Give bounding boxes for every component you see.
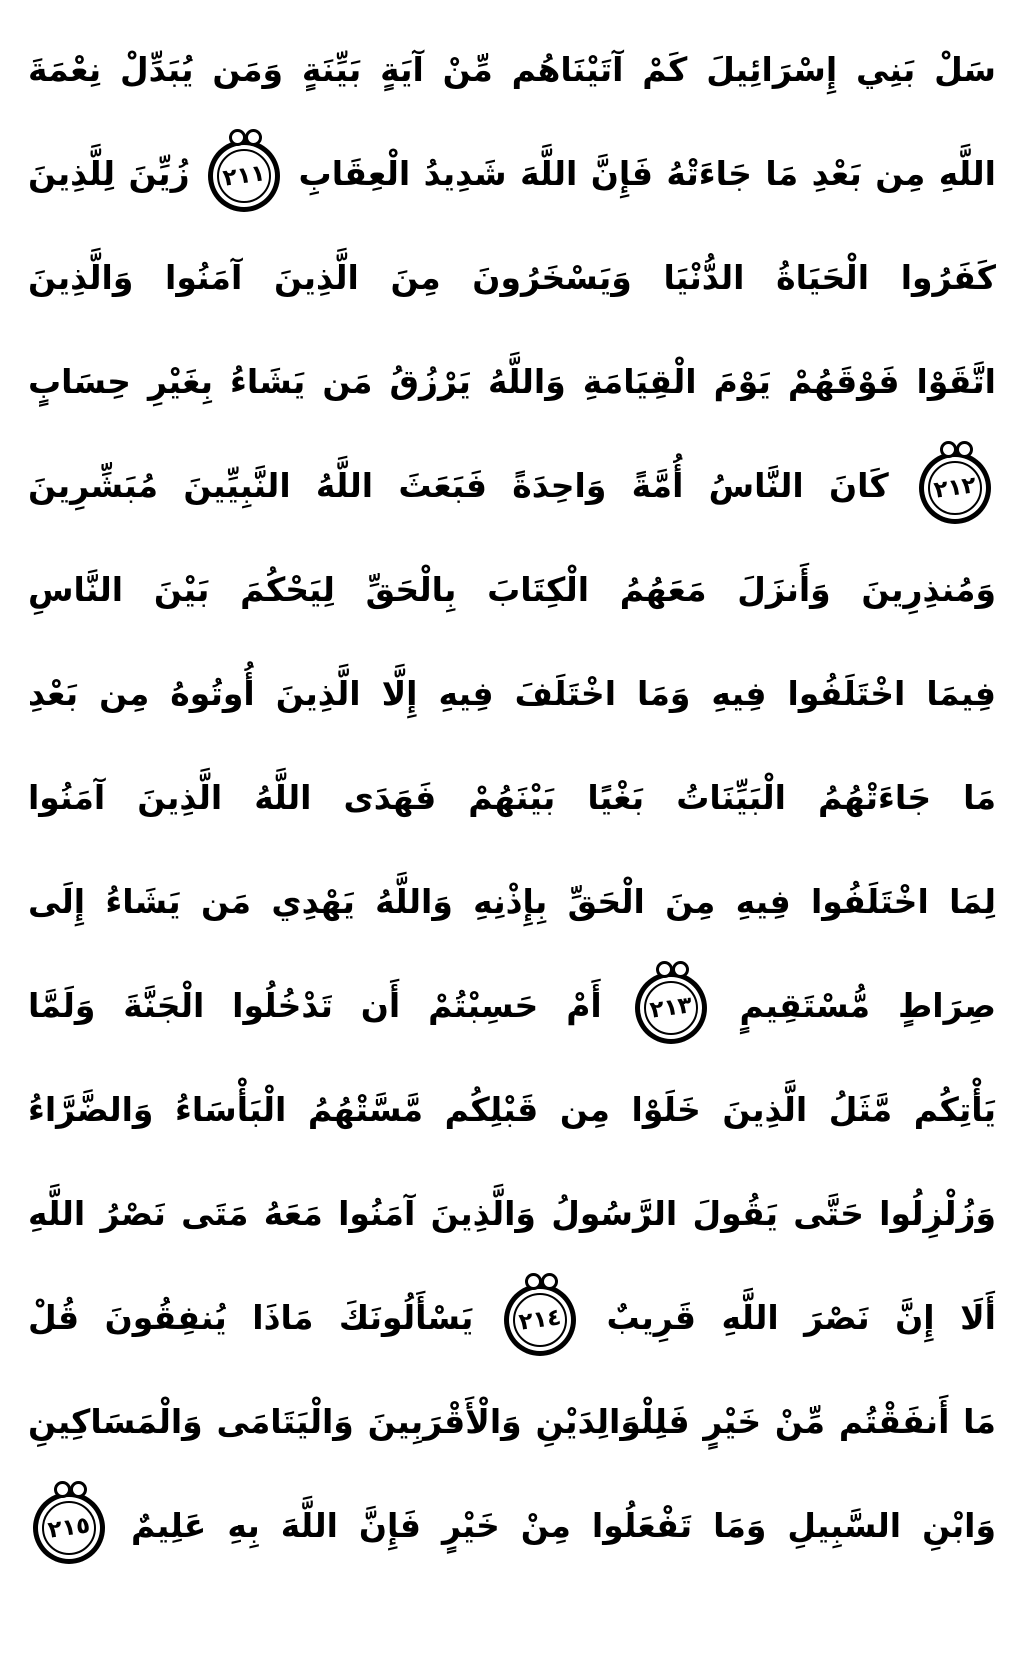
ayah-end-marker (513, 1293, 567, 1347)
ayah-text-segment: صِرَاطٍ مُّسْتَقِيمٍ (739, 986, 997, 1025)
quran-text-line (28, 330, 996, 434)
quran-text-line (28, 538, 996, 642)
quran-text-line (28, 850, 996, 954)
ayah-text-segment: كَفَرُوا الْحَيَاةُ الدُّنْيَا وَيَسْخَرُونَ مِنَ الَّذِينَ آمَنُوا وَالَّذِينَ (28, 258, 996, 297)
quran-text-line (28, 1162, 996, 1266)
quran-text-line (28, 642, 996, 746)
ayah-text-segment: يَسْأَلُونَكَ مَاذَا يُنفِقُونَ قُلْ (28, 1298, 474, 1337)
ayah-text-segment: اتَّقَوْا فَوْقَهُمْ يَوْمَ الْقِيَامَةِ وَاللَّهُ يَرْزُقُ مَن يَشَاءُ بِغَيْرِ حِسَابٍ (28, 362, 996, 401)
ayah-end-marker (928, 461, 982, 515)
ayah-end-marker (217, 149, 271, 203)
quran-text-line (28, 1370, 996, 1474)
ayah-text-segment: زُيِّنَ لِلَّذِينَ (28, 154, 190, 193)
quran-text-line (28, 226, 996, 330)
ayah-text-segment: أَلَا إِنَّ نَصْرَ اللَّهِ قَرِيبٌ (606, 1298, 996, 1337)
ayah-end-marker (644, 981, 698, 1035)
ayah-text-segment: وَزُلْزِلُوا حَتَّى يَقُولَ الرَّسُولُ وَالَّذِينَ آمَنُوا مَعَهُ مَتَى نَصْرُ اللَّهِ (28, 1194, 996, 1233)
quran-text-line (28, 1058, 996, 1162)
quran-text-line (28, 954, 996, 1058)
ayah-number: ٢١٥ (46, 1511, 92, 1544)
ayah-text-segment: كَانَ النَّاسُ أُمَّةً وَاحِدَةً فَبَعَثَ اللَّهُ النَّبِيِّينَ مُبَشِّرِينَ (28, 466, 889, 505)
quran-text-line (28, 18, 996, 122)
ayah-text-segment: مَا أَنفَقْتُم مِّنْ خَيْرٍ فَلِلْوَالِدَيْنِ وَالْأَقْرَبِينَ وَالْيَتَامَى وَالْمَسَاكِينِ (28, 1402, 996, 1441)
quran-text-line (28, 434, 996, 538)
ayah-text-segment: فِيمَا اخْتَلَفُوا فِيهِ وَمَا اخْتَلَفَ فِيهِ إِلَّا الَّذِينَ أُوتُوهُ مِن بَعْدِ (28, 674, 996, 713)
quran-text-line (28, 1266, 996, 1370)
ayah-end-marker (42, 1501, 96, 1555)
ayah-number: ٢١٢ (932, 471, 978, 504)
ayah-text-segment: يَأْتِكُم مَّثَلُ الَّذِينَ خَلَوْا مِن قَبْلِكُم مَّسَّتْهُمُ الْبَأْسَاءُ وَالضَّرَّاءُ (28, 1090, 996, 1129)
ayah-number: ٢١١ (221, 159, 267, 192)
ayah-text-segment: وَابْنِ السَّبِيلِ وَمَا تَفْعَلُوا مِنْ خَيْرٍ فَإِنَّ اللَّهَ بِهِ عَلِيمٌ (130, 1506, 996, 1545)
quran-text-line (28, 122, 996, 226)
quran-text-line (28, 1474, 996, 1578)
ayah-text-segment: وَمُنذِرِينَ وَأَنزَلَ مَعَهُمُ الْكِتَابَ بِالْحَقِّ لِيَحْكُمَ بَيْنَ النَّاسِ (28, 570, 996, 609)
ayah-text-segment: مَا جَاءَتْهُمُ الْبَيِّنَاتُ بَغْيًا بَيْنَهُمْ فَهَدَى اللَّهُ الَّذِينَ آمَنُوا (28, 778, 996, 817)
ayah-lines (28, 18, 996, 1578)
ayah-number: ٢١٣ (647, 991, 694, 1024)
ayah-text-segment: سَلْ بَنِي إِسْرَائِيلَ كَمْ آتَيْنَاهُم مِّنْ آيَةٍ بَيِّنَةٍ وَمَن يُبَدِّلْ نِعْمَةَ (28, 50, 996, 89)
quran-text-line (28, 746, 996, 850)
ayah-text-segment: لِمَا اخْتَلَفُوا فِيهِ مِنَ الْحَقِّ بِإِذْنِهِ وَاللَّهُ يَهْدِي مَن يَشَاءُ إِلَى (28, 882, 996, 921)
ayah-text-segment: أَمْ حَسِبْتُمْ أَن تَدْخُلُوا الْجَنَّةَ وَلَمَّا (28, 986, 602, 1025)
ayah-number: ٢١٤ (517, 1303, 563, 1336)
ayah-text-segment: اللَّهِ مِن بَعْدِ مَا جَاءَتْهُ فَإِنَّ اللَّهَ شَدِيدُ الْعِقَابِ (298, 154, 996, 193)
